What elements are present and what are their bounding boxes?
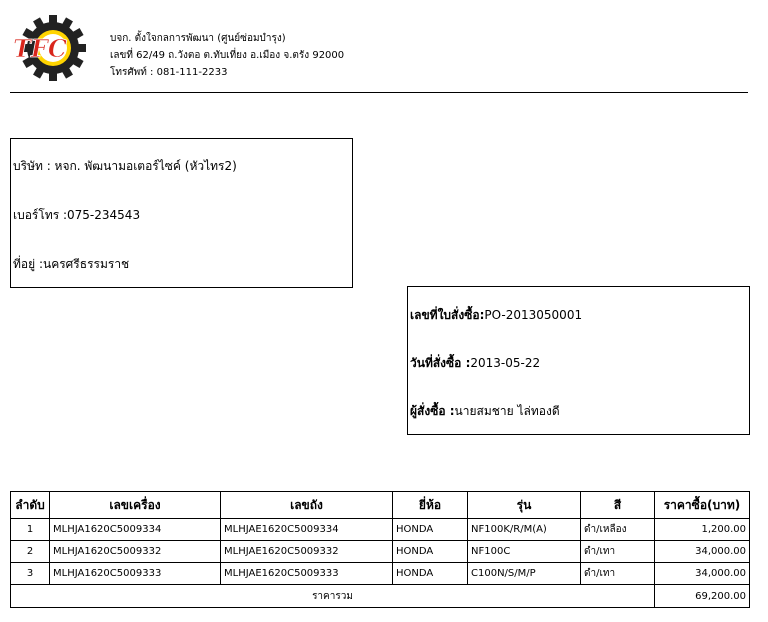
company-address: เลขที่ 62/49 ถ.วังตอ ต.ทับเที่ยง อ.เมือง จ.ตรัง 92000 — [110, 50, 345, 61]
col-header-model: รุ่น — [468, 492, 581, 519]
table-header-row — [11, 492, 750, 519]
col-header-no: ลำดับ — [11, 492, 50, 519]
table-row — [11, 519, 750, 541]
cell-price: 34,000.00 — [655, 541, 750, 563]
po-number-value: PO-2013050001 — [484, 308, 583, 322]
buyer — [410, 402, 560, 421]
supplier-company: บริษัท : หจก. พัฒนามอเตอร์ไซค์ (หัวไทร2) — [13, 159, 237, 173]
table-row — [11, 541, 750, 563]
supplier-address: ที่อยู่ :นครศรีธรรมราช — [13, 257, 130, 271]
company-info — [110, 30, 344, 81]
cell-model: NF100C — [468, 541, 581, 563]
cell-color: ดำ/เทา — [581, 541, 655, 563]
cell-engine-no: MLHJA1620C5009334 — [50, 519, 221, 541]
buyer-value: นายสมชาย ไล่ทองดี — [454, 404, 560, 418]
cell-chassis-no: MLHJAE1620C5009333 — [221, 563, 393, 585]
cell-no: 1 — [11, 519, 50, 541]
cell-no: 2 — [11, 541, 50, 563]
order-info-box — [407, 286, 750, 435]
col-header-brand: ยี่ห้อ — [393, 492, 468, 519]
col-header-color: สี — [581, 492, 655, 519]
cell-chassis-no: MLHJAE1620C5009334 — [221, 519, 393, 541]
header-divider — [10, 92, 748, 93]
cell-model: C100N/S/M/P — [468, 563, 581, 585]
cell-brand: HONDA — [393, 541, 468, 563]
cell-price: 34,000.00 — [655, 563, 750, 585]
order-date-value: 2013-05-22 — [470, 356, 541, 370]
total-value: 69,200.00 — [655, 585, 750, 608]
cell-engine-no: MLHJA1620C5009333 — [50, 563, 221, 585]
total-label: ราคารวม — [11, 585, 655, 608]
cell-engine-no: MLHJA1620C5009332 — [50, 541, 221, 563]
order-date-label: วันที่สั่งซื้อ : — [410, 356, 471, 370]
items-table — [10, 491, 750, 608]
company-phone: โทรศัพท์ : 081-111-2233 — [110, 67, 228, 78]
company-logo — [9, 10, 89, 85]
cell-brand: HONDA — [393, 519, 468, 541]
supplier-box — [10, 138, 353, 288]
order-date — [410, 354, 540, 373]
table-row — [11, 563, 750, 585]
svg-text:TFC: TFC — [13, 34, 67, 63]
col-header-price: ราคาซื้อ(บาท) — [655, 492, 750, 519]
col-header-chassis-no: เลขถัง — [221, 492, 393, 519]
cell-no: 3 — [11, 563, 50, 585]
cell-color: ดำ/เหลือง — [581, 519, 655, 541]
cell-chassis-no: MLHJAE1620C5009332 — [221, 541, 393, 563]
col-header-engine-no: เลขเครื่อง — [50, 492, 221, 519]
cell-model: NF100K/R/M(A) — [468, 519, 581, 541]
po-number-label: เลขที่ใบสั่งซื้อ: — [410, 308, 485, 322]
po-number — [410, 306, 582, 325]
company-name: บจก. ตั้งใจกลการพัฒนา (ศูนย์ซ่อมบำรุง) — [110, 33, 286, 44]
cell-price: 1,200.00 — [655, 519, 750, 541]
supplier-phone: เบอร์โทร :075-234543 — [13, 208, 141, 222]
buyer-label: ผู้สั่งซื้อ : — [410, 404, 455, 418]
cell-brand: HONDA — [393, 563, 468, 585]
cell-color: ดำ/เทา — [581, 563, 655, 585]
total-row — [11, 585, 750, 608]
